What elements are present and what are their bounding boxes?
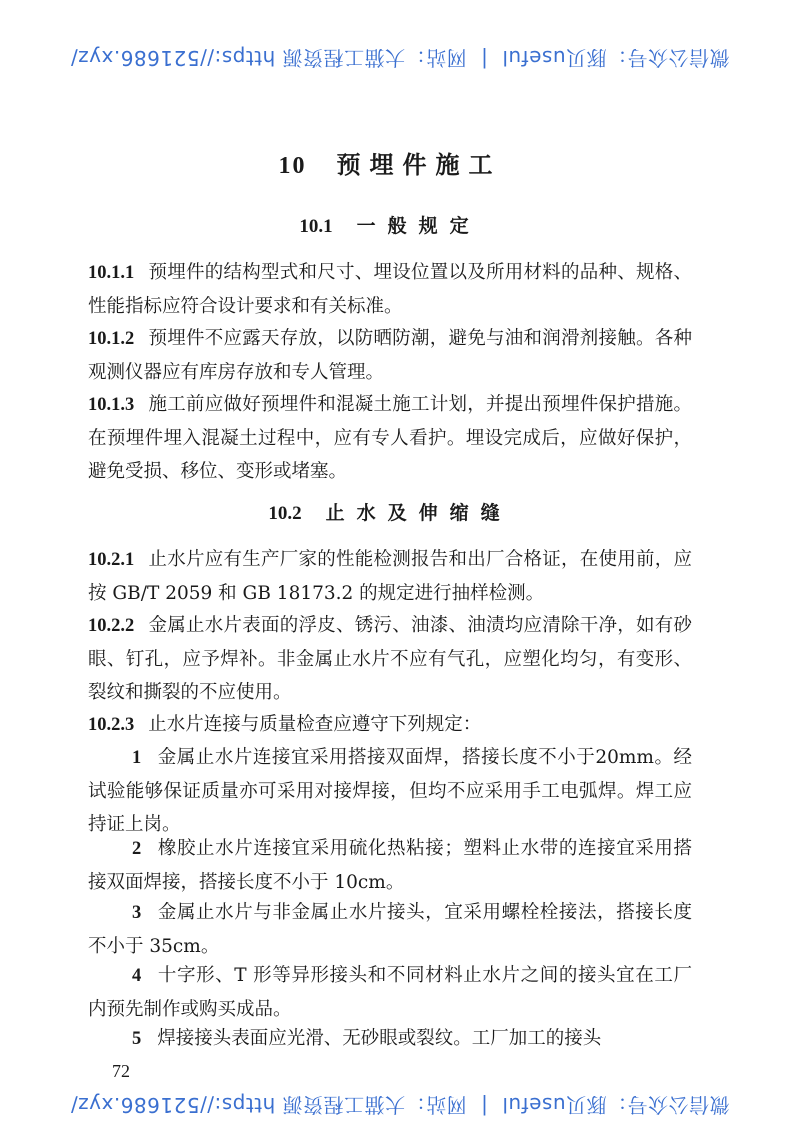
section-heading: 止水及伸缩缝 <box>325 502 512 524</box>
clause-10-1-3 <box>88 388 692 488</box>
watermark-site: 网站：大猫工程资源 https://521686.xyz/ <box>70 46 467 71</box>
clause-text: 止水片连接与质量检查应遵守下列规定： <box>148 714 482 735</box>
watermark-wechat: 微信公众号：豚贝useful <box>501 46 730 71</box>
watermark-top <box>0 44 800 76</box>
list-item-1 <box>88 741 692 841</box>
clause-number: 10.1.2 <box>88 329 135 349</box>
item-number: 5 <box>132 1029 142 1049</box>
watermark-site: 网站：大猫工程资源 https://521686.xyz/ <box>70 1093 467 1118</box>
chapter-number: 10 <box>278 153 307 179</box>
clause-10-2-3 <box>88 708 692 742</box>
clause-number: 10.2.2 <box>88 616 135 636</box>
item-text: 焊接接头表面应光滑、无砂眼或裂纹。工厂加工的接头 <box>157 1028 602 1049</box>
watermark-bottom <box>0 1091 800 1123</box>
section-number: 10.2 <box>268 503 302 524</box>
clause-10-2-1 <box>88 543 692 610</box>
clause-number: 10.2.3 <box>88 715 135 735</box>
section-heading: 一般规定 <box>356 215 481 237</box>
item-text: 金属止水片与非金属止水片接头，宜采用螺栓栓接法，搭接长度不小于 35cm。 <box>88 902 692 957</box>
watermark-separator: | <box>480 1095 488 1119</box>
item-number: 4 <box>132 966 142 986</box>
list-item-3 <box>88 896 692 963</box>
item-text: 金属止水片连接宜采用搭接双面焊，搭接长度不小于20mm。经试验能够保证质量亦可采用对接焊接，但均不应采用手工电弧焊。焊工应持证上岗。 <box>88 747 692 835</box>
chapter-title <box>88 145 692 180</box>
clause-text: 金属止水片表面的浮皮、锈污、油漆、油渍均应清除干净，如有砂眼、钉孔，应予焊补。非金属止水片不应有气孔，应塑化均匀，有变形、裂纹和撕裂的不应使用。 <box>88 615 692 703</box>
list-item-4 <box>88 959 692 1026</box>
item-text: 橡胶止水片连接宜采用硫化热粘接；塑料止水带的连接宜采用搭接双面焊接，搭接长度不小于 10cm。 <box>88 838 692 893</box>
watermark-separator: | <box>480 48 488 72</box>
section-title-10-1 <box>88 211 692 238</box>
item-text: 十字形、T 形等异形接头和不同材料止水片之间的接头宜在工厂内预先制作或购买成品。 <box>88 965 692 1020</box>
item-number: 2 <box>132 839 142 859</box>
clause-text: 预埋件不应露天存放，以防晒防潮，避免与油和润滑剂接触。各种观测仪器应有库房存放和专人管理。 <box>88 328 692 383</box>
clause-number: 10.1.3 <box>88 395 135 415</box>
section-title-10-2 <box>88 498 692 525</box>
clause-10-1-1 <box>88 256 692 323</box>
section-number: 10.1 <box>299 216 333 237</box>
item-number: 3 <box>132 903 142 923</box>
clause-text: 止水片应有生产厂家的性能检测报告和出厂合格证，在使用前，应按 GB/T 2059 和 GB 18173.2 的规定进行抽样检测。 <box>88 549 692 604</box>
watermark-wechat: 微信公众号：豚贝useful <box>501 1093 730 1118</box>
clause-number: 10.1.1 <box>88 263 135 283</box>
clause-number: 10.2.1 <box>88 550 135 570</box>
page-number: 72 <box>112 1061 130 1081</box>
clause-10-1-2 <box>88 322 692 389</box>
chapter-heading: 预埋件施工 <box>336 150 502 179</box>
list-item-2 <box>88 832 692 899</box>
list-item-5 <box>88 1022 692 1056</box>
clause-text: 施工前应做好预埋件和混凝土施工计划，并提出预埋件保护措施。在预埋件埋入混凝土过程中，应有专人看护。埋设完成后，应做好保护，避免受损、移位、变形或堵塞。 <box>88 394 692 482</box>
clause-10-2-2 <box>88 609 692 709</box>
clause-text: 预埋件的结构型式和尺寸、埋设位置以及所用材料的品种、规格、性能指标应符合设计要求和有关标准。 <box>88 262 692 317</box>
item-number: 1 <box>132 748 142 768</box>
